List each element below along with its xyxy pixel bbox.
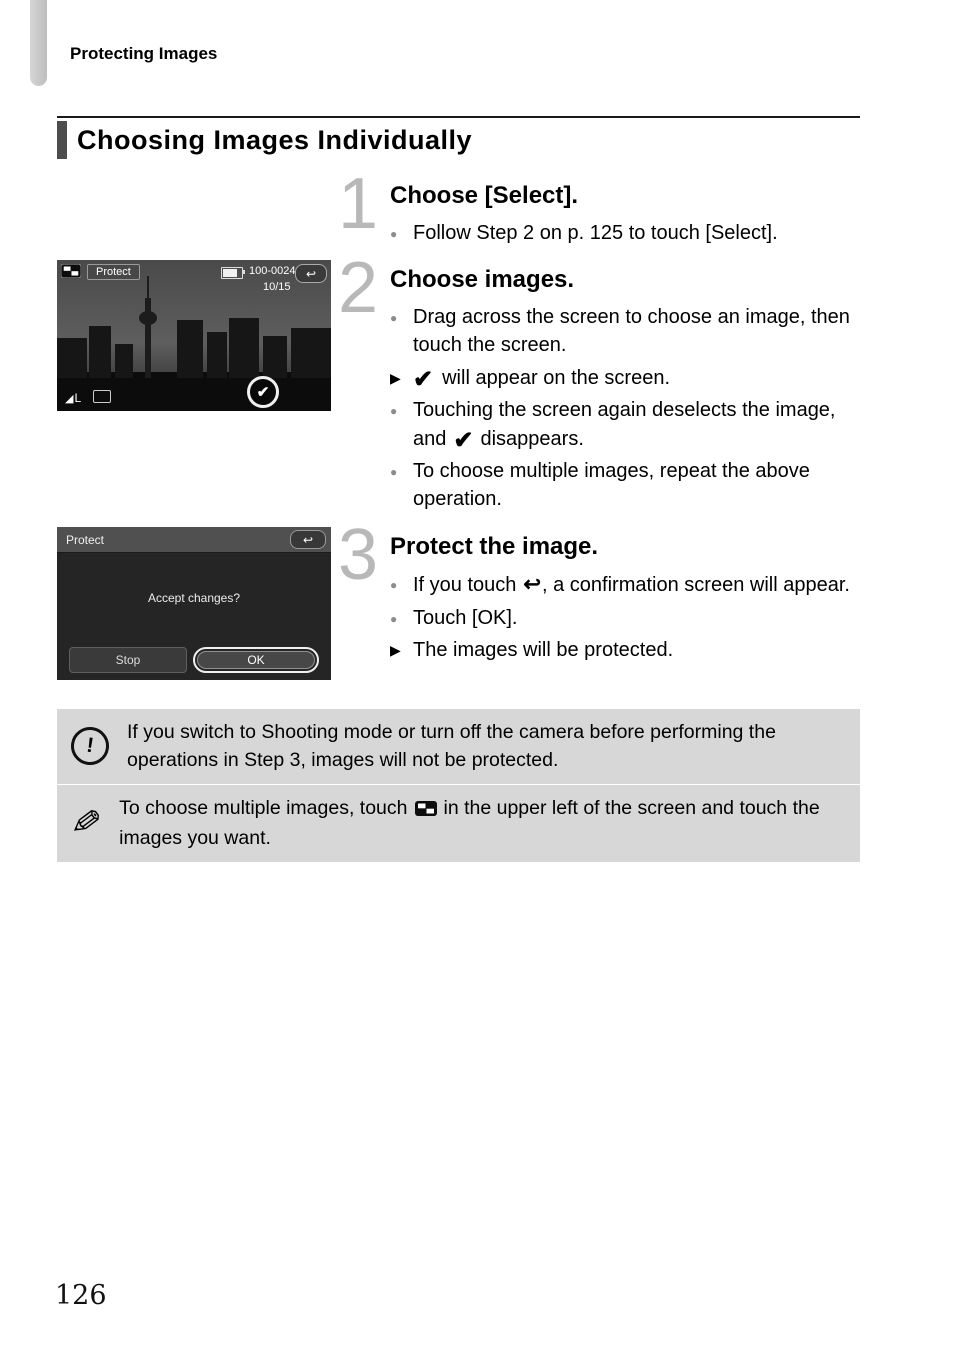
step-2-bullet-3: ● Touching the screen again deselects the image, and ✔ disappears. (390, 396, 866, 453)
bullet-icon: ● (390, 227, 398, 241)
section-divider (57, 116, 860, 118)
step-2-bullet-2: ▶ ✔ will appear on the screen. (390, 365, 671, 393)
step-1 (338, 164, 866, 251)
pencil-icon: ✎ (68, 800, 104, 846)
result-arrow-icon: ▶ (390, 642, 401, 659)
step-3-bullet-2: ● Touch [OK]. (390, 604, 866, 632)
frame-counter: 10/15 (263, 281, 291, 293)
image-quality-icon: ◢ L (65, 391, 82, 405)
step-2-bullet-4: ● To choose multiple images, repeat the above operation. (390, 457, 866, 514)
page-number: 126 (55, 1280, 107, 1311)
camera-screenshot-select (57, 260, 331, 411)
checkmark-icon: ✔ (453, 426, 474, 454)
step-2-title: Choose images. (390, 266, 575, 293)
confirmation-buttons (69, 647, 319, 673)
section-title: Choosing Images Individually (77, 124, 473, 155)
step-1-bullet-1: ● Follow Step 2 on p. 125 to touch [Select]. (390, 219, 866, 247)
protect-mode-label: Protect (66, 532, 105, 547)
bullet-icon: ● (390, 578, 398, 592)
step-3-bullet-3: ▶ The images will be protected. (390, 636, 866, 664)
step-3-bullet-1: ● If you touch ↩, a confirmation screen will appear. (390, 570, 866, 600)
bullet-icon: ● (390, 404, 398, 419)
tip-note (57, 785, 860, 862)
result-arrow-icon: ▶ (390, 369, 401, 386)
step-3 (338, 515, 866, 669)
file-number: 100-0024 (249, 265, 296, 277)
section-title-row (57, 121, 472, 159)
step-1-number: 1 (338, 164, 379, 244)
running-header: Protecting Images (70, 44, 218, 63)
return-icon: ↩ (523, 573, 542, 596)
stop-button: Stop (69, 647, 187, 673)
camera-screenshot-confirm (57, 527, 331, 680)
section-title-bar (57, 121, 67, 159)
multi-select-icon (415, 796, 437, 824)
caution-note (57, 709, 860, 784)
chapter-tab-marker (30, 0, 47, 86)
tip-text: To choose multiple images, touch in the upper left of the screen and touch the images you want. (119, 797, 820, 850)
ok-button: OK (197, 651, 315, 669)
bullet-icon: ● (390, 611, 398, 626)
step-2-number: 2 (338, 248, 379, 328)
step-3-number: 3 (338, 515, 379, 595)
return-button-icon: ↩ (295, 264, 327, 283)
ok-button-highlight (193, 647, 319, 673)
checkmark-icon: ✔ (413, 365, 434, 393)
battery-icon (221, 267, 243, 279)
step-1-title: Choose [Select]. (390, 182, 579, 209)
multi-select-icon (61, 264, 81, 283)
compression-icon: ◢ (65, 392, 74, 405)
caution-icon: ! (69, 725, 112, 768)
step-2-bullet-1: ● Drag across the screen to choose an image, then touch the screen. (390, 303, 866, 360)
confirmation-prompt: Accept changes? (147, 591, 241, 605)
step-2 (338, 248, 866, 518)
screen-title-bar (57, 527, 331, 553)
image-frame-icon (93, 390, 111, 403)
protect-mode-label: Protect (87, 264, 140, 280)
bullet-icon: ● (390, 311, 398, 325)
caution-text: If you switch to Shooting mode or turn off the camera before performing the operations in Step 3, images will not be protected. (127, 721, 776, 772)
selected-checkmark-icon: ✔ (247, 376, 279, 408)
step-3-title: Protect the image. (390, 533, 599, 560)
bullet-icon: ● (390, 464, 398, 479)
return-button-icon: ↩ (290, 530, 326, 549)
